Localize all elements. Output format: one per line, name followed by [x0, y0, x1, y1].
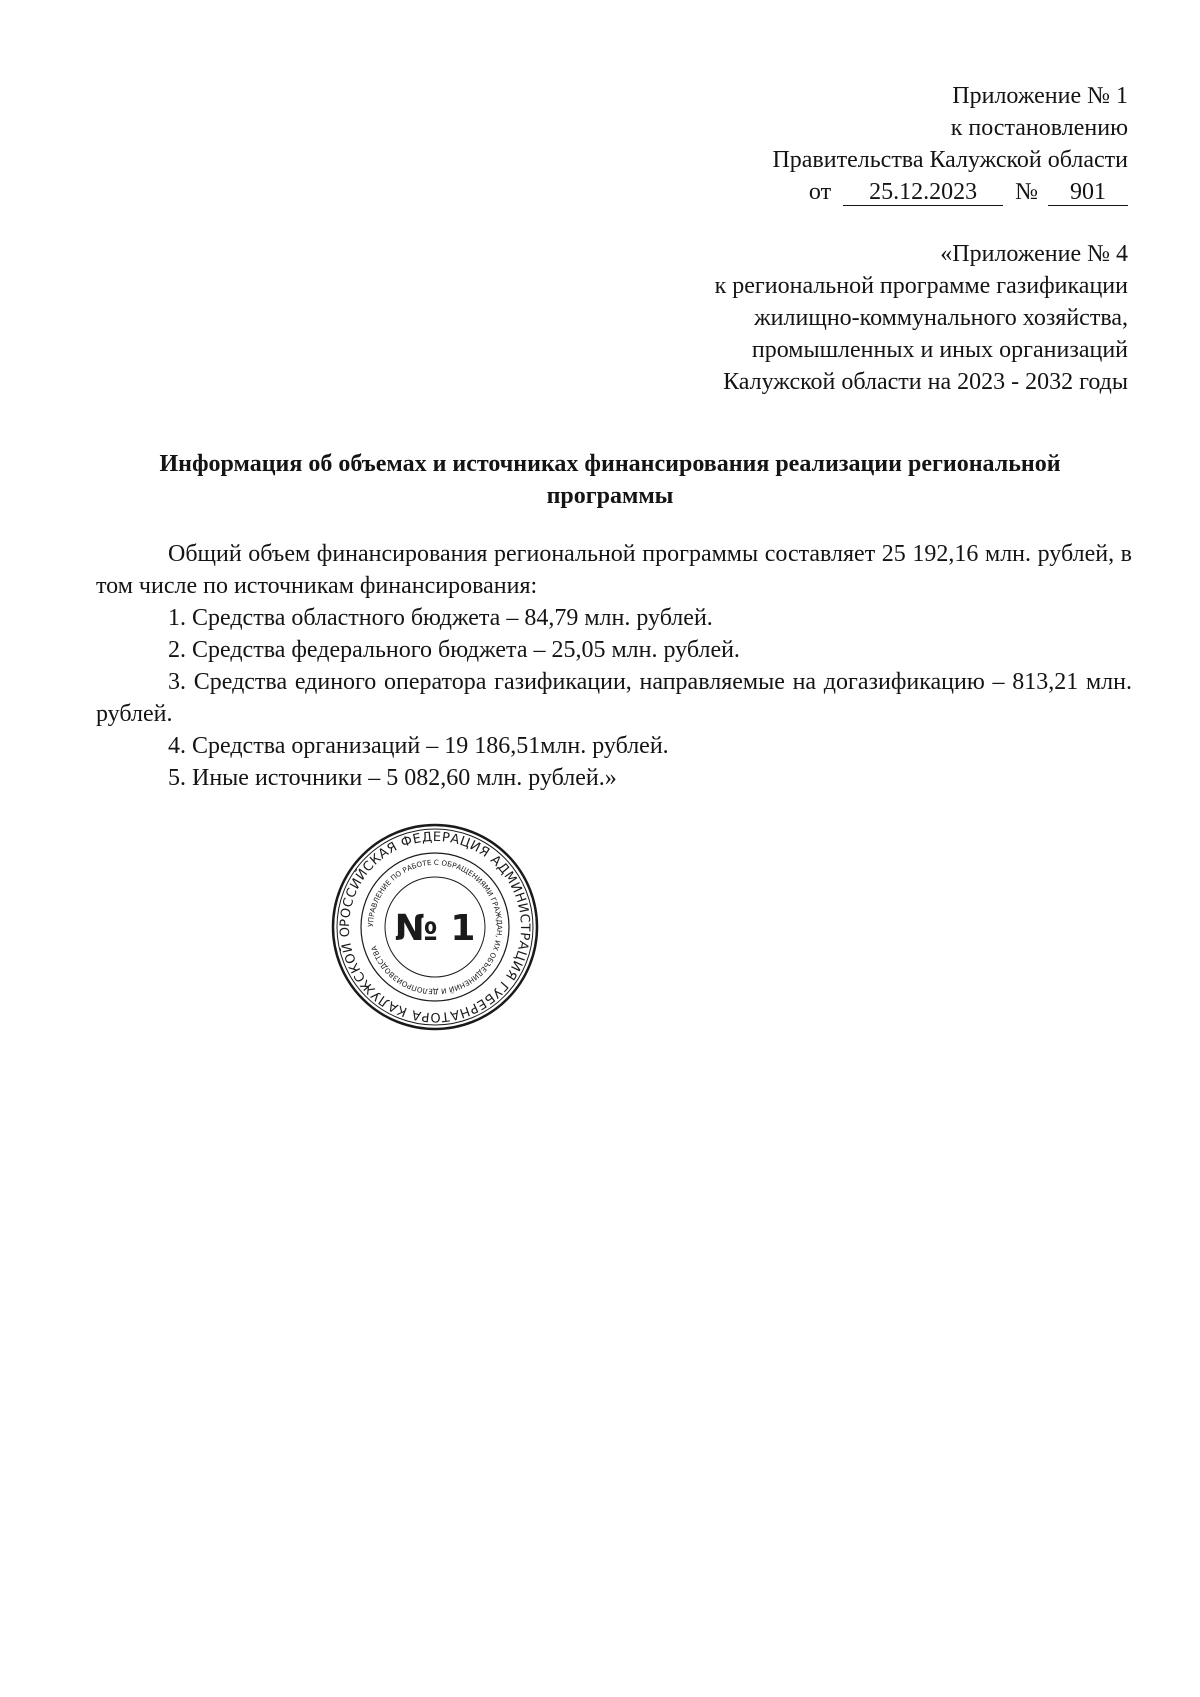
number-prefix: №: [1015, 179, 1038, 205]
seal-inner-text: УПРАВЛЕНИЕ ПО РАБОТЕ С ОБРАЩЕНИЯМИ ГРАЖДАН, ИХ ОБЪЕДИНЕНИЙ И ДЕЛОПРОИЗВОДСТВА: [365, 857, 505, 997]
funding-item-1: 1. Средства областного бюджета – 84,79 млн. рублей.: [168, 605, 713, 631]
header-line-government: Правительства Калужской области: [772, 147, 1128, 173]
annex-line-2: к региональной программе газификации: [714, 273, 1128, 299]
title-line-2: программы: [546, 483, 674, 509]
funding-item-5: 5. Иные источники – 5 082,60 млн. рублей.»: [168, 765, 617, 791]
resolution-number: 901: [1048, 179, 1128, 206]
resolution-header: [772, 80, 1128, 208]
header-date-number-line: [772, 176, 1128, 208]
funding-item-2: 2. Средства федерального бюджета – 25,05 млн. рублей.: [168, 637, 740, 663]
funding-item-3: 3. Средства единого оператора газификации, направляемые на догазификацию – 813,21 млн. рублей.: [96, 669, 1132, 727]
resolution-date: 25.12.2023: [843, 179, 1003, 206]
funding-item-4: 4. Средства организаций – 19 186,51млн. рублей.: [168, 733, 669, 759]
annex-header: [715, 238, 1128, 398]
date-prefix: от: [808, 179, 832, 205]
header-line-appendix: Приложение № 1: [952, 83, 1128, 109]
official-seal: [330, 822, 540, 1032]
annex-line-4: промышленных и иных организаций: [751, 337, 1128, 363]
document-body: [96, 538, 1132, 794]
seal-center-number: № 1: [394, 908, 476, 949]
annex-line-1: «Приложение № 4: [940, 241, 1128, 267]
annex-line-3: жилищно-коммунального хозяйства,: [754, 305, 1128, 331]
seal-outer-text: РОССИЙСКАЯ ФЕДЕРАЦИЯ АДМИНИСТРАЦИЯ ГУБЕРНАТОРА КАЛУЖСКОЙ О: [337, 829, 533, 1025]
seal-graphic: [330, 822, 540, 1032]
annex-line-5: Калужской области на 2023 - 2032 годы: [723, 369, 1128, 395]
document-title: [90, 448, 1130, 512]
intro-paragraph: Общий объем финансирования региональной программы составляет 25 192,16 млн. рублей, в том числе по источникам финансирования:: [96, 541, 1132, 599]
header-line-to-resolution: к постановлению: [950, 115, 1128, 141]
title-line-1: Информация об объемах и источниках финансирования реализации региональной: [159, 451, 1061, 477]
